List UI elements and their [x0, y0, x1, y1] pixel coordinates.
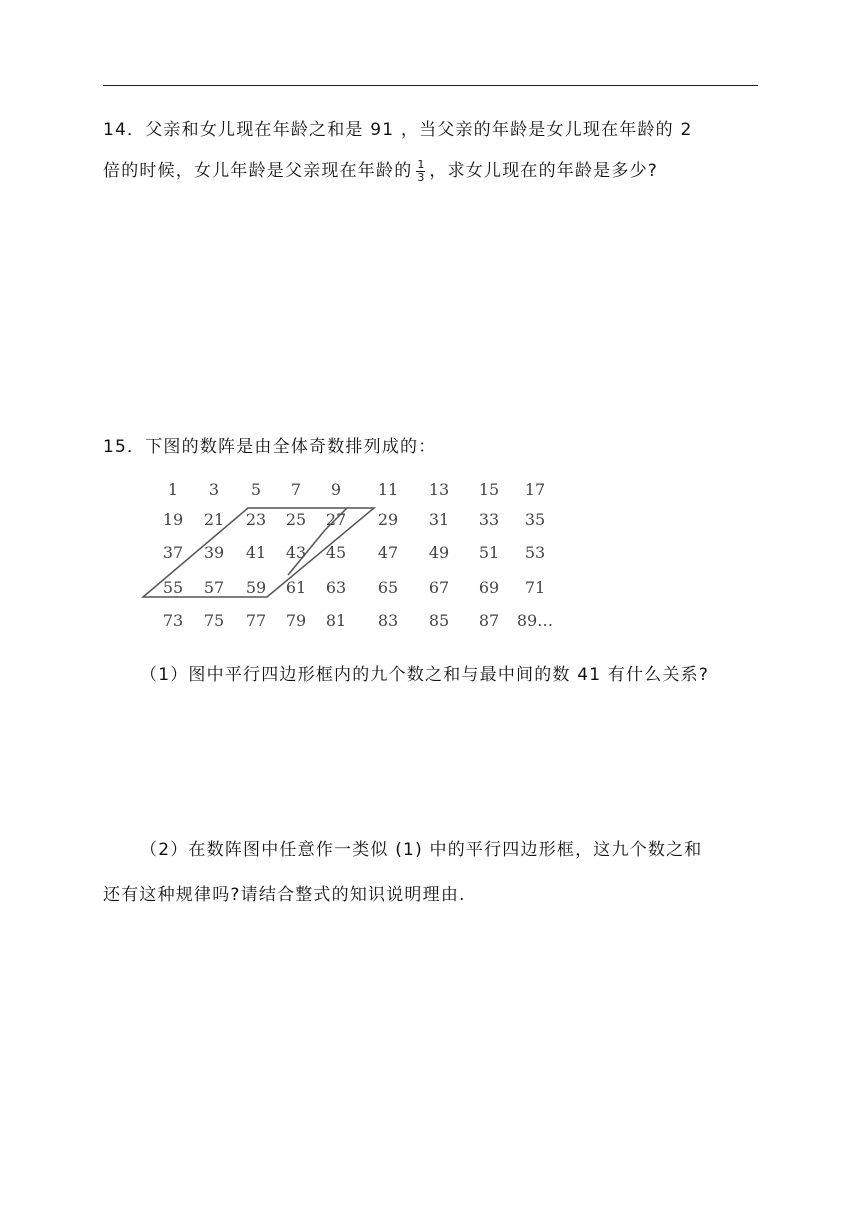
grid-cell: 53 [524, 543, 546, 562]
grid-cell: 15 [478, 480, 500, 499]
grid-cell: 83 [377, 611, 399, 630]
grid-cell: 7 [290, 480, 302, 499]
q15-stem [103, 432, 436, 457]
grid-cell: 29 [377, 510, 399, 529]
grid-cell: 27 [325, 510, 347, 529]
grid-cell: 65 [377, 578, 399, 597]
q15-sub2-line1: （2）在数阵图中任意作一类似 (1) 中的平行四边形框，这九个数之和 [140, 840, 703, 860]
grid-cell: 5 [250, 480, 262, 499]
grid-cell: 33 [478, 510, 500, 529]
q15-stem-text: 下图的数阵是由全体奇数排列成的： [145, 437, 437, 457]
grid-cell: 89… [516, 611, 554, 630]
q14-line2 [103, 156, 658, 184]
grid-cell: 75 [203, 611, 225, 630]
grid-cell: 73 [162, 611, 184, 630]
grid-cell: 31 [428, 510, 450, 529]
grid-cell: 13 [428, 480, 450, 499]
q14-text-line2-after: ，求女儿现在的年龄是多少? [429, 161, 659, 181]
grid-cell: 23 [245, 510, 267, 529]
grid-cell: 3 [208, 480, 220, 499]
q15-sub2-line2: 还有这种规律吗?请结合整式的知识说明理由. [103, 885, 466, 905]
grid-cell: 25 [285, 510, 307, 529]
grid-cell: 59 [245, 578, 267, 597]
q14-text-line1: 父亲和女儿现在年龄之和是 91 ，当父亲的年龄是女儿现在年龄的 2 [145, 120, 693, 140]
grid-cell: 87 [478, 611, 500, 630]
grid-cell: 85 [428, 611, 450, 630]
grid-cell: 37 [162, 543, 184, 562]
grid-cell: 17 [524, 480, 546, 499]
fraction-denominator: 3 [417, 170, 425, 184]
fraction-one-third [416, 159, 425, 184]
grid-cell: 51 [478, 543, 500, 562]
q15-sub1: （1）图中平行四边形框内的九个数之和与最中间的数 41 有什么关系? [140, 665, 710, 685]
grid-cell: 11 [377, 480, 399, 499]
grid-cell: 79 [285, 611, 307, 630]
grid-cell: 77 [245, 611, 267, 630]
header-rule [103, 85, 758, 86]
grid-cell: 69 [478, 578, 500, 597]
grid-cell: 1 [167, 480, 179, 499]
grid-cell: 45 [325, 543, 347, 562]
odd-number-array [140, 476, 580, 636]
grid-cell: 47 [377, 543, 399, 562]
grid-cell: 61 [285, 578, 307, 597]
grid-cell: 81 [325, 611, 347, 630]
grid-cell: 41 [245, 543, 267, 562]
grid-cell: 71 [524, 578, 546, 597]
grid-cell: 9 [330, 480, 342, 499]
q14-number: 14． [103, 120, 146, 140]
grid-cell: 19 [162, 510, 184, 529]
q14-line1 [103, 115, 693, 140]
fraction-numerator: 1 [417, 157, 425, 171]
grid-cell: 35 [524, 510, 546, 529]
q15-number: 15． [103, 437, 146, 457]
grid-cell: 43 [285, 543, 307, 562]
grid-cell: 49 [428, 543, 450, 562]
q14-text-line2-before: 倍的时候，女儿年龄是父亲现在年龄的 [103, 161, 413, 181]
grid-cell: 63 [325, 578, 347, 597]
grid-cell: 21 [203, 510, 225, 529]
grid-cell: 67 [428, 578, 450, 597]
grid-cell: 55 [162, 578, 184, 597]
grid-cell: 57 [203, 578, 225, 597]
grid-cell: 39 [203, 543, 225, 562]
